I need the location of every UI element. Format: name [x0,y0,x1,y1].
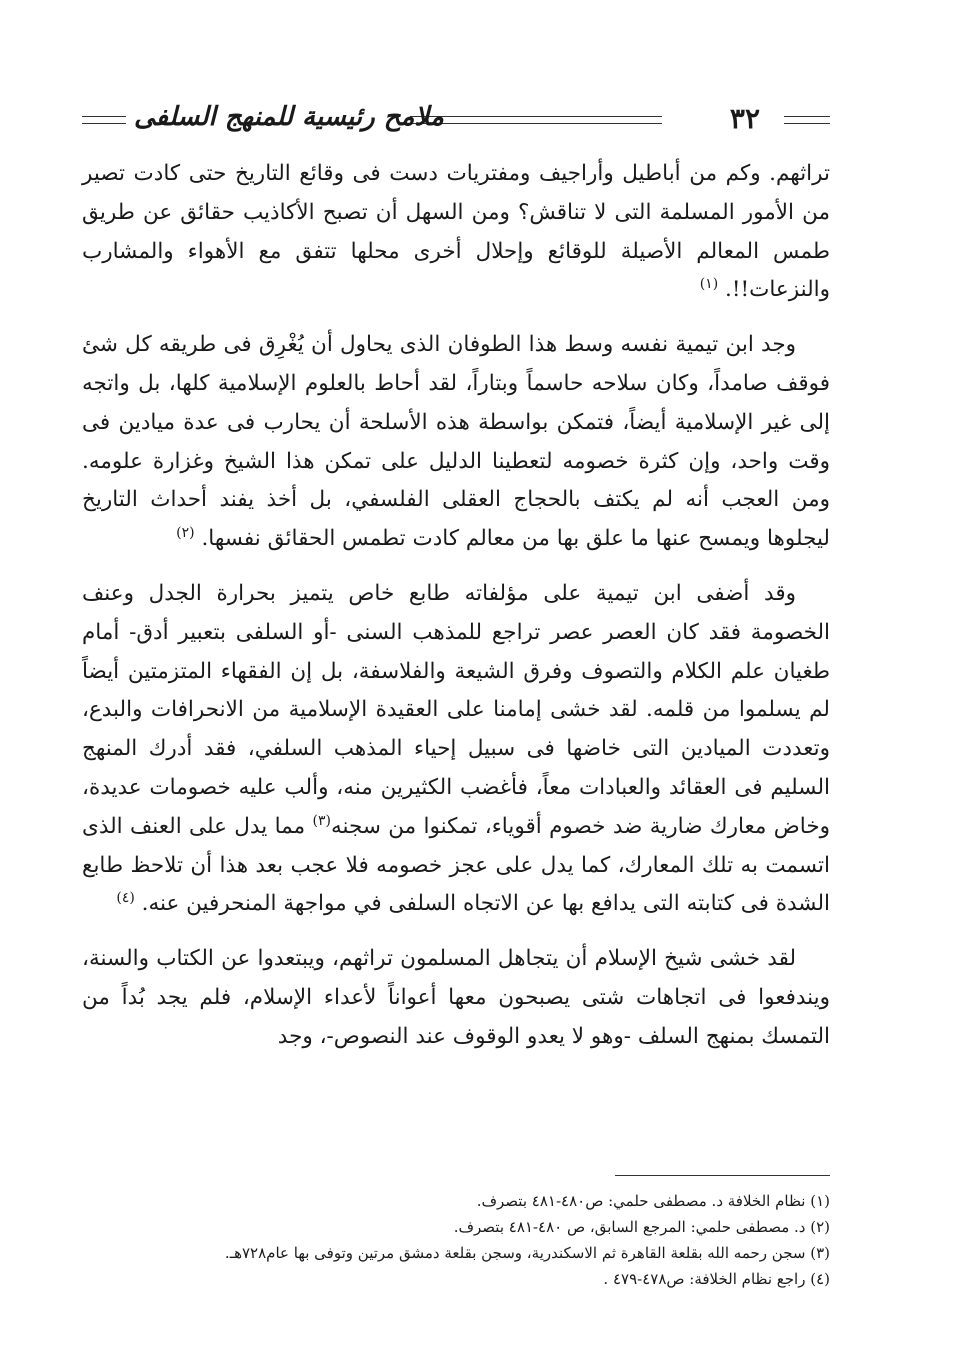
footnote-ref[interactable]: (٤) [116,890,135,907]
footnote: (٢) د. مصطفى حلمي: المرجع السابق، ص ٤٨٠-٤٨١ بتصرف. [453,1218,830,1236]
footnote-ref[interactable]: (٢) [176,525,195,542]
header-rule-right [784,116,830,124]
footnote: (١) نظام الخلافة د. مصطفى حلمي: ص٤٨٠-٤٨١ بتصرف. [476,1192,830,1210]
footnote: (٤) راجع نظام الخلافة: ص٤٧٨-٤٧٩ . [603,1270,830,1288]
paragraph: وقد أضفى ابن تيمية على مؤلفاته طابع خاص يتميز بحرارة الجدل وعنف الخصومة فقد كان العصر عصر تراجع للمذهب السنى -أو السلفى بتعبير أدق- أمام طغيان علم الكلام والتصوف وفرق الشيعة والفلاسفة، بل إن الفقهاء المتزمتين أيضاً لم يسلموا من قلمه. لقد خشى إمامنا على العقيدة الإسلامية من الانحرافات والبدع، وتعددت الميادين التى خاضها فى سبيل إحياء المذهب السلفي، فقد أدرك المنهج السليم فى العقائد والعبادات معاً، فأغضب الكثيرين منه، وألب عليه خصومات عديدة، وخاض معارك ضارية ضد خصوم أقوياء، تمكنوا من سجنه$^{(٣)}$ مما يدل على العنف الذى اتسمت به تلك المعارك، كما يدل على عجز خصومه فلا عجب بعد هذا أن تلاحظ طابع الشدة فى كتابته التى يدافع بها عن الاتجاه السلفى في مواجهة المنحرفين عنه. $^{(٤)}$ [82,580,830,917]
footnote-separator [615,1175,830,1176]
paragraph: وجد ابن تيمية نفسه وسط هذا الطوفان الذى يحاول أن يُغْرِق فى طريقه كل شئ فوقف صامداً، وكان سلاحه حاسماً وبتاراً، لقد أحاط بالعلوم الإسلامية كلها، بل واتجه إلى غير الإسلامية أيضاً، فتمكن بواسطة هذه الأسلحة أن يحارب فى عدة ميادين فى وقت واحد، وإن كثرة خصومه لتعطينا الدليل على تمكن هذا الشيخ وغزارة علومه. ومن العجب أنه لم يكتف بالحجاج العقلى الفلسفي، بل أخذ يفند أحداث التاريخ ليجلوها ويمسح عنها ما علق بها من معالم كادت تطمس الحقائق نفسها. $^{(٢)}$ [82,332,830,552]
running-title: ملامح رئيسية للمنهج السلفى [134,102,444,132]
page-header [82,100,830,140]
footnotes [130,1188,830,1292]
paragraph: لقد خشى شيخ الإسلام أن يتجاهل المسلمون تراثهم، ويبتعدوا عن الكتاب والسنة، ويندفعوا فى اتجاهات شتى يصبحون معها أعواناً لأعداء الإسلام، فلم يجد بُداً من التمسك بمنهج السلف -وهو لا يعدو الوقوف عند النصوص-، وجد [82,946,830,1049]
footnote: (٣) سجن رحمه الله بقلعة القاهرة ثم الاسكندرية، وسجن بقلعة دمشق مرتين وتوفى بها عام٧٢٨هـ. [224,1244,830,1262]
footnote-ref[interactable]: (٣) [312,812,331,829]
header-rule-left [82,116,126,124]
page-number: ٣٢ [729,102,760,135]
main-text [82,155,830,1073]
footnote-ref[interactable]: (١) [699,276,719,293]
header-rule-middle [410,116,662,124]
paragraph: تراثهم. وكم من أباطيل وأراجيف ومفتريات دست فى وقائع التاريخ حتى كادت تصير من الأمور المسلمة التى لا تناقش؟ ومن السهل أن تصبح الأكاذيب حقائق عن طريق طمس المعالم الأصيلة للوقائع وإحلال أخرى محلها تتفق مع الأهواء والمشارب والنزعات!!. $^{(١)}$ [82,161,830,303]
